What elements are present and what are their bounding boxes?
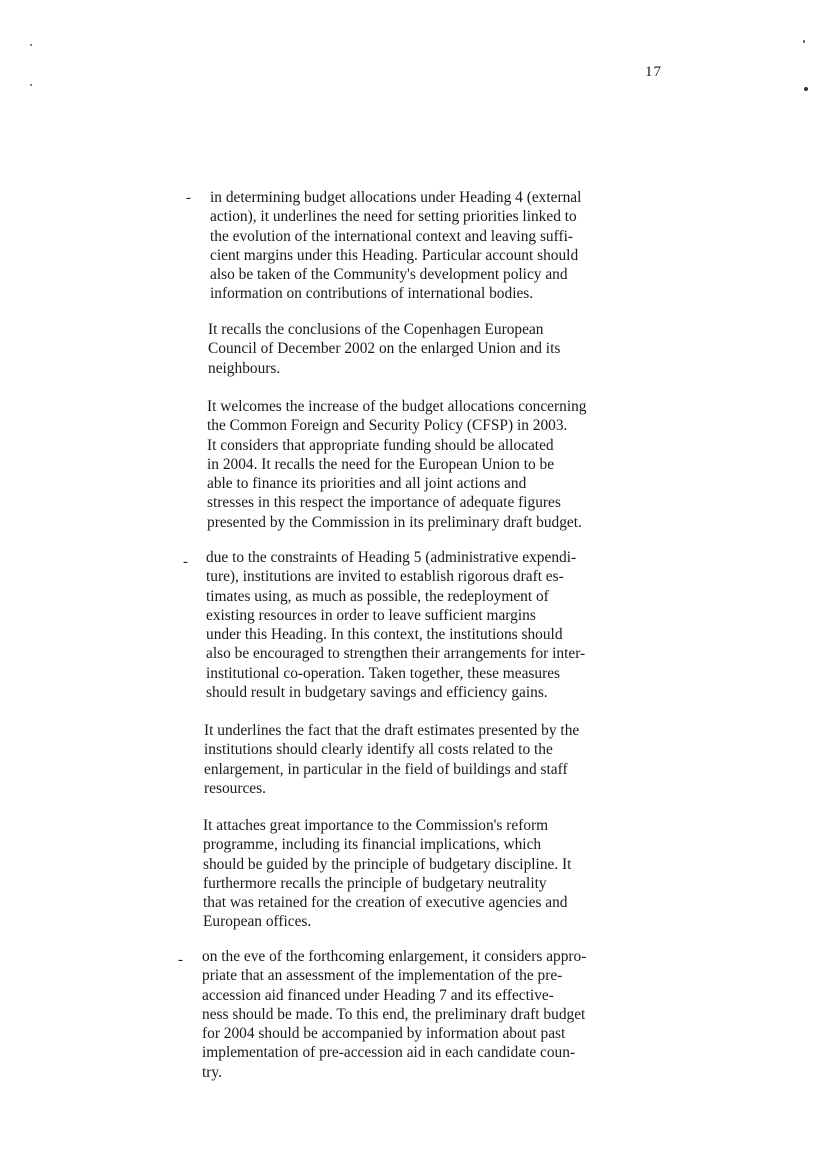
text-line: timates using, as much as possible, the redeployment of xyxy=(206,587,549,605)
scan-speck xyxy=(803,40,805,43)
text-line: stresses in this respect the importance of adequate figures xyxy=(207,494,561,512)
text-line: presented by the Commission in its preliminary draft budget. xyxy=(207,513,582,531)
text-line: in determining budget allocations under Heading 4 (external xyxy=(210,189,582,206)
paragraph-copenhagen xyxy=(208,320,560,378)
text-line: resources. xyxy=(204,779,266,797)
text-line: Council of December 2002 on the enlarged Union and its xyxy=(208,340,561,358)
text-line: ture), institutions are invited to establish rigorous draft es- xyxy=(206,568,564,586)
text-line: existing resources in order to leave sufficient margins xyxy=(206,606,536,624)
text-line: enlargement, in particular in the field of buildings and staff xyxy=(204,760,568,778)
bullet-dash: - xyxy=(178,952,183,968)
text-line: European offices. xyxy=(203,913,312,931)
text-line: institutions should clearly identify all costs related to the xyxy=(204,741,553,759)
text-line: neighbours. xyxy=(208,359,281,377)
text-line: also be taken of the Community's development policy and xyxy=(210,266,568,284)
text-line: implementation of pre-accession aid in each candidate coun- xyxy=(202,1044,576,1062)
paragraph-draft-estimates xyxy=(204,721,579,798)
text-line: furthermore recalls the principle of budgetary neutrality xyxy=(203,874,547,892)
text-line: due to the constraints of Heading 5 (administrative expendi- xyxy=(206,549,577,566)
text-line: information on contributions of international bodies. xyxy=(210,285,534,303)
text-line: on the eve of the forthcoming enlargement, it considers appro- xyxy=(202,948,587,965)
scan-speck xyxy=(30,44,32,46)
text-line: under this Heading. In this context, the institutions should xyxy=(206,626,563,644)
text-line: It recalls the conclusions of the Copenhagen European xyxy=(208,321,544,338)
scan-speck xyxy=(804,87,808,91)
text-line: the Common Foreign and Security Policy (CFSP) in 2003. xyxy=(207,417,568,435)
text-line: should result in budgetary savings and efficiency gains. xyxy=(206,684,548,702)
page-number: 17 xyxy=(645,64,662,80)
text-line: action), it underlines the need for setting priorities linked to xyxy=(210,208,577,226)
text-line: It considers that appropriate funding should be allocated xyxy=(207,436,554,454)
text-line: able to finance its priorities and all joint actions and xyxy=(207,475,527,493)
text-line: for 2004 should be accompanied by information about past xyxy=(202,1025,566,1043)
text-line: try. xyxy=(202,1063,222,1081)
text-line: the evolution of the international context and leaving suffi- xyxy=(210,227,574,245)
text-line: should be guided by the principle of budgetary discipline. It xyxy=(203,855,572,873)
text-line: programme, including its financial implications, which xyxy=(203,836,542,854)
paragraph-pre-accession xyxy=(202,947,586,1082)
text-line: It welcomes the increase of the budget allocations concerning xyxy=(207,398,587,415)
text-line: It attaches great importance to the Commission's reform xyxy=(203,817,549,834)
text-line: accession aid financed under Heading 7 and its effective- xyxy=(202,986,554,1004)
paragraph-heading-4 xyxy=(210,188,581,304)
text-line: in 2004. It recalls the need for the European Union to be xyxy=(207,455,555,473)
text-line: that was retained for the creation of executive agencies and xyxy=(203,894,568,912)
text-line: cient margins under this Heading. Particular account should xyxy=(210,246,579,264)
text-line: ness should be made. To this end, the preliminary draft budget xyxy=(202,1005,586,1023)
paragraph-cfsp xyxy=(207,397,587,532)
text-line: institutional co-operation. Taken together, these measures xyxy=(206,664,561,682)
text-line: priate that an assessment of the implementation of the pre- xyxy=(202,967,563,985)
bullet-dash: - xyxy=(183,554,188,570)
scan-speck xyxy=(30,84,32,86)
paragraph-heading-5 xyxy=(206,548,585,702)
text-line: also be encouraged to strengthen their arrangements for inter- xyxy=(206,645,586,663)
bullet-dash: - xyxy=(186,190,191,206)
text-line: It underlines the fact that the draft estimates presented by the xyxy=(204,722,580,739)
paragraph-reform xyxy=(203,816,571,932)
